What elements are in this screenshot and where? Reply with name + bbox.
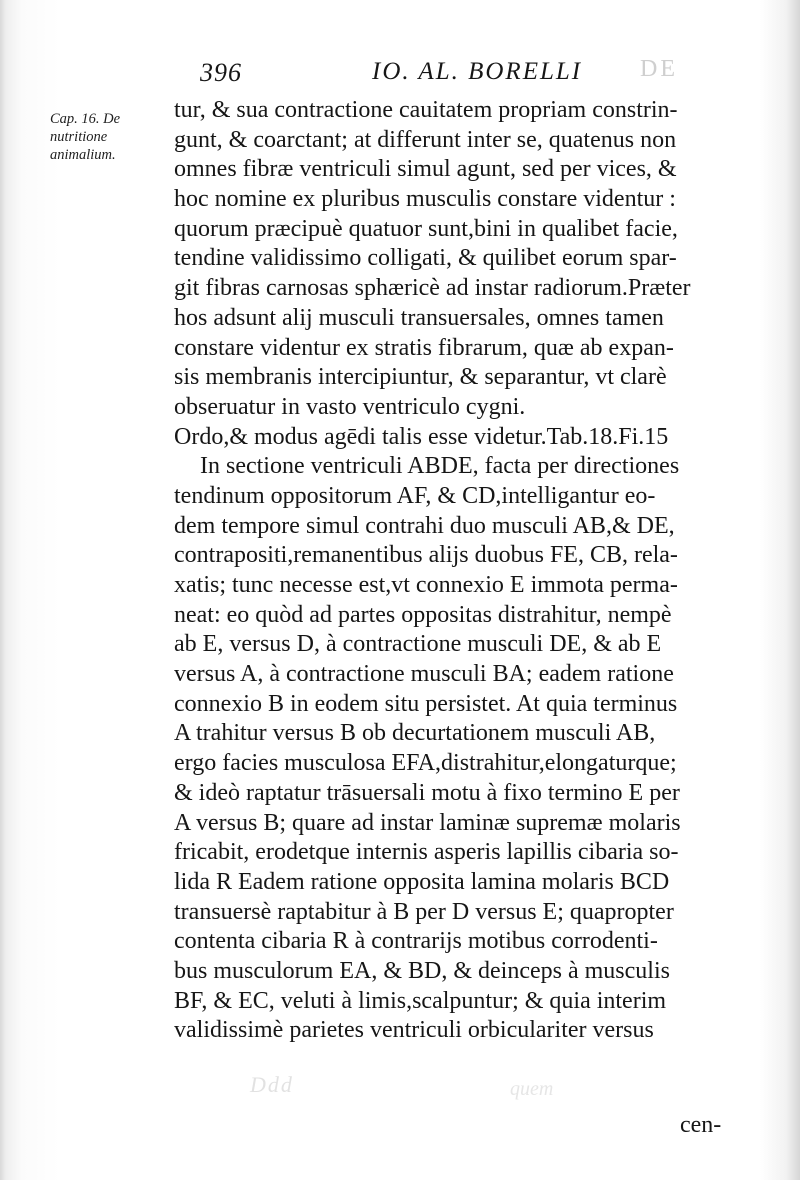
catchword: cen-	[680, 1112, 722, 1138]
bleed-through-text: Ddd	[250, 1072, 294, 1097]
text-line: lida R Eadem ratione opposita lamina molaris BCD	[174, 868, 670, 895]
text-line: obseruatur in vasto ventriculo cygni.	[174, 393, 526, 420]
text-line: xatis; tunc necesse est,vt connexio E immota perma-	[174, 572, 678, 598]
text-line: tendinum oppositorum AF, & CD,intelligantur eo-	[174, 482, 656, 509]
text-line: tendine validissimo colligati, & quilibet eorum spar-	[174, 245, 677, 272]
text-line: dem tempore simul contrahi duo musculi AB,& DE,	[174, 512, 675, 539]
text-line: ergo facies musculosa EFA,distrahitur,elongaturque;	[174, 750, 677, 777]
text-line: neat: eo quòd ad partes oppositas distrahitur, nempè	[174, 601, 672, 628]
text-line: In sectione ventriculi ABDE, facta per directiones	[200, 453, 680, 480]
margin-note-line: nutritione	[50, 129, 108, 145]
text-line: contenta cibaria R à contrarijs motibus corrodenti-	[174, 928, 658, 955]
text-line: omnes fibræ ventriculi simul agunt, sed per vices, &	[174, 156, 677, 183]
margin-note-line: animalium.	[50, 147, 116, 163]
text-line: hoc nomine ex pluribus musculis constare videntur :	[174, 186, 676, 213]
text-line: transuersè raptabitur à B per D versus E; quapropter	[174, 898, 674, 925]
text-line: git fibras carnosas sphæricè ad instar radiorum.Præter	[174, 275, 691, 302]
running-head-author: IO. AL. BORELLI	[372, 58, 583, 85]
text-line: A versus B; quare ad instar laminæ supremæ molaris	[174, 809, 681, 836]
body-text	[174, 96, 764, 1046]
text-line: sis membranis intercipiuntur, & separantur, vt clarè	[174, 364, 667, 391]
running-head	[0, 54, 800, 88]
margin-note	[50, 110, 170, 164]
bleed-through-text: quem	[510, 1078, 554, 1100]
text-line: quorum præcipuè quatuor sunt,bini in qualibet facie,	[174, 215, 678, 242]
text-line: versus A, à contractione musculi BA; eadem ratione	[174, 661, 674, 688]
text-line: ab E, versus D, à contractione musculi DE, & ab E	[174, 631, 662, 658]
text-line: tur, & sua contractione cauitatem propriam constrin-	[174, 97, 678, 123]
text-line: gunt, & coarctant; at differunt inter se, quatenus non	[174, 126, 677, 153]
text-line: BF, & EC, veluti à limis,scalpuntur; & quia interim	[174, 987, 667, 1014]
text-line: hos adsunt alij musculi transuersales, omnes tamen	[174, 304, 664, 331]
text-line: bus musculorum EA, & BD, & deinceps à musculis	[174, 957, 670, 984]
text-line: A trahitur versus B ob decurtationem musculi AB,	[174, 720, 656, 747]
text-line: constare videntur ex stratis fibrarum, quæ ab expan-	[174, 334, 674, 361]
text-line: validissimè parietes ventriculi orbiculariter versus	[174, 1017, 654, 1044]
bleed-through-heading: DE	[640, 56, 678, 82]
text-line: & ideò raptatur trāsuersali motu à fixo termino E per	[174, 779, 680, 806]
text-line: Ordo,& modus agēdi talis esse videtur.Tab.18.Fi.15	[174, 423, 669, 450]
text-line: contrapositi,remanentibus alijs duobus FE, CB, rela-	[174, 542, 678, 569]
text-line: connexio B in eodem situ persistet. At quia terminus	[174, 690, 678, 717]
page-number: 396	[200, 58, 242, 87]
text-line: fricabit, erodetque internis asperis lapillis cibaria so-	[174, 839, 679, 866]
margin-note-line: Cap. 16. De	[50, 111, 121, 127]
